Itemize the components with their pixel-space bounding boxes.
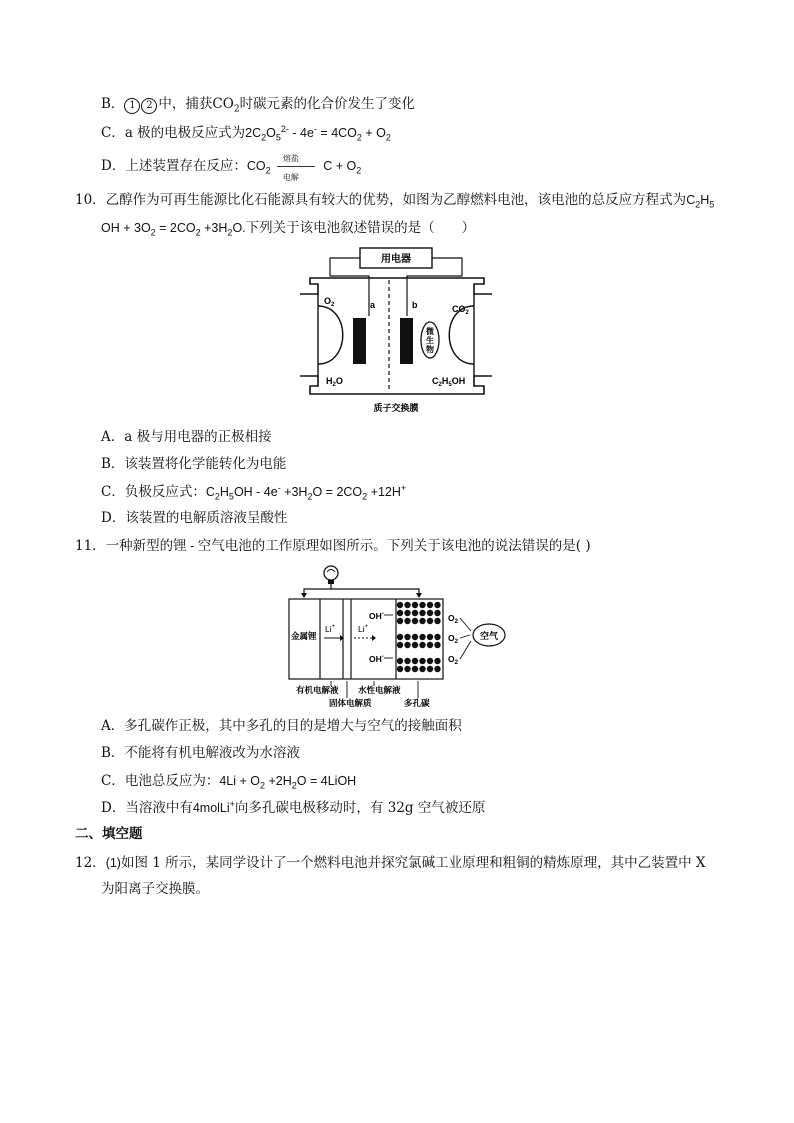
h2o-label: $H_2O$ bbox=[326, 376, 343, 388]
q9-option-b: B． 1 2 中，捕获$CO_2$时碳元素的化合价发生了变化 bbox=[101, 96, 416, 115]
o2-label-1: $O_2$ bbox=[448, 613, 458, 625]
o2-label-3: $O_2$ bbox=[448, 654, 458, 666]
q11-option-c: C．电池总反应为：$4Li + O_2 +2H_2O$ = 4LiOH bbox=[101, 773, 357, 791]
aqueous-electrolyte-label: 水性电解液 bbox=[358, 685, 401, 695]
carbon-dot bbox=[434, 642, 440, 648]
hydroxide-label-2: OH- bbox=[369, 654, 384, 664]
microbe-label-1: 微 bbox=[426, 327, 434, 336]
q9-option-d: D．上述装置存在反应：$CO_2$ 熔盐 电解 $C + O_2$ bbox=[101, 153, 362, 182]
ethanol-label: $C_2H_5OH$ bbox=[432, 376, 466, 388]
carbon-dot bbox=[397, 610, 403, 616]
q9-option-c: C．a 极的电极反应式为$2C_2O_5^{2-} - 4e^- = 4CO_2 + O_2$ bbox=[101, 123, 391, 143]
carbon-dot bbox=[427, 634, 433, 640]
carbon-dot bbox=[397, 602, 403, 608]
microbe-label-2: 生 bbox=[426, 336, 434, 345]
carbon-dot bbox=[419, 634, 425, 640]
carbon-dot bbox=[404, 618, 410, 624]
carbon-dot bbox=[419, 602, 425, 608]
carbon-dot bbox=[397, 618, 403, 624]
q10-option-a: A．a 极与用电器的正极相接 bbox=[101, 429, 272, 445]
carbon-dot bbox=[404, 610, 410, 616]
q10-stem-line1: 10．乙醇作为可再生能源比化石能源具有较大的优势，如图为乙醇燃料电池，该电池的总反应方程式为$C_2H_5$ bbox=[75, 192, 715, 210]
carbon-dot bbox=[427, 602, 433, 608]
carbon-dot bbox=[412, 642, 418, 648]
q11-stem: 11．一种新型的锂 - 空气电池的工作原理如图所示。下列关于该电池的说法错误的是( ) bbox=[75, 538, 591, 554]
q12-stem-line1: 12．(1)如图 1 所示，某同学设计了一个燃料电池并探究氯碱工业原理和粗铜的精炼原理，其中乙装置中 X bbox=[75, 855, 706, 871]
carbon-dot bbox=[434, 658, 440, 664]
solid-electrolyte-label: 固体电解质 bbox=[329, 698, 372, 708]
carbon-dot bbox=[412, 666, 418, 672]
carbon-dot bbox=[412, 618, 418, 624]
li-ion-label-1: Li+ bbox=[325, 624, 336, 634]
carbon-dot bbox=[427, 642, 433, 648]
carbon-dot bbox=[419, 666, 425, 672]
organic-electrolyte-label: 有机电解液 bbox=[296, 685, 339, 695]
carbon-dot bbox=[427, 618, 433, 624]
ethanol-fuel-cell-diagram bbox=[296, 246, 496, 416]
reaction-arrow-condition: 熔盐 电解 bbox=[275, 158, 319, 176]
carbon-dot bbox=[434, 634, 440, 640]
carbon-dot bbox=[412, 602, 418, 608]
section-heading-fill-in: 二、填空题 bbox=[75, 826, 143, 842]
carbon-dot bbox=[434, 618, 440, 624]
electrode-b-label: b bbox=[412, 300, 418, 310]
carbon-dot bbox=[397, 634, 403, 640]
carbon-dot bbox=[419, 618, 425, 624]
q10-option-c: C．负极反应式：$C_2H_5OH - 4e^- +3H_2O = 2CO_2 +12H^+$ bbox=[101, 482, 407, 502]
q10-option-b: B．该装置将化学能转化为电能 bbox=[101, 456, 287, 472]
carbon-dot bbox=[434, 602, 440, 608]
carbon-dot bbox=[404, 602, 410, 608]
co2-label: $CO_2$ bbox=[452, 304, 469, 316]
device-label: 用电器 bbox=[381, 254, 411, 265]
o2-label: $O_2$ bbox=[324, 296, 335, 308]
carbon-dot bbox=[434, 666, 440, 672]
carbon-dot bbox=[419, 658, 425, 664]
carbon-dot bbox=[404, 666, 410, 672]
carbon-dot bbox=[412, 658, 418, 664]
carbon-dot bbox=[419, 610, 425, 616]
carbon-dot bbox=[397, 658, 403, 664]
electrode-a-label: a bbox=[370, 300, 376, 310]
light-bulb-icon bbox=[324, 566, 338, 580]
o2-label-2: $O_2$ bbox=[448, 633, 458, 645]
lithium-air-cell-diagram bbox=[286, 563, 510, 709]
electrode-b bbox=[400, 318, 413, 364]
q11-option-a: A．多孔碳作正极，其中多孔的目的是增大与空气的接触面积 bbox=[101, 718, 462, 734]
q11-option-b: B．不能将有机电解液改为水溶液 bbox=[101, 745, 300, 761]
carbon-dot bbox=[412, 610, 418, 616]
circled-number-1: 1 bbox=[124, 98, 140, 114]
porous-carbon-label: 多孔碳 bbox=[404, 698, 430, 708]
carbon-dot bbox=[427, 610, 433, 616]
carbon-dot bbox=[404, 658, 410, 664]
q12-stem-line2: 为阳离子交换膜。 bbox=[101, 881, 209, 897]
carbon-dot bbox=[419, 642, 425, 648]
carbon-dot bbox=[404, 634, 410, 640]
carbon-dot bbox=[397, 666, 403, 672]
carbon-dot bbox=[397, 642, 403, 648]
microbe-label-3: 物 bbox=[426, 345, 434, 354]
q11-option-d: D．当溶液中有4molLi+向多孔碳电极移动时，有 32g 空气被还原 bbox=[101, 798, 486, 816]
carbon-dot bbox=[404, 642, 410, 648]
air-label: 空气 bbox=[479, 631, 499, 641]
carbon-dot bbox=[427, 658, 433, 664]
lithium-metal-label: 金属锂 bbox=[291, 631, 317, 641]
hydroxide-label-1: OH- bbox=[369, 611, 384, 621]
q10-stem-line2: OH + $3O_2 = 2CO_2 +3H_2O$.下列关于该电池叙述错误的是（ ） bbox=[101, 220, 476, 238]
carbon-dot bbox=[434, 610, 440, 616]
membrane-label: 质子交换膜 bbox=[373, 403, 419, 413]
circled-number-2: 2 bbox=[141, 98, 157, 114]
carbon-dot bbox=[427, 666, 433, 672]
li-ion-label-2: Li+ bbox=[358, 624, 369, 634]
q10-option-d: D．该装置的电解质溶液呈酸性 bbox=[101, 510, 288, 526]
carbon-dot bbox=[412, 634, 418, 640]
electrode-a bbox=[353, 318, 366, 364]
